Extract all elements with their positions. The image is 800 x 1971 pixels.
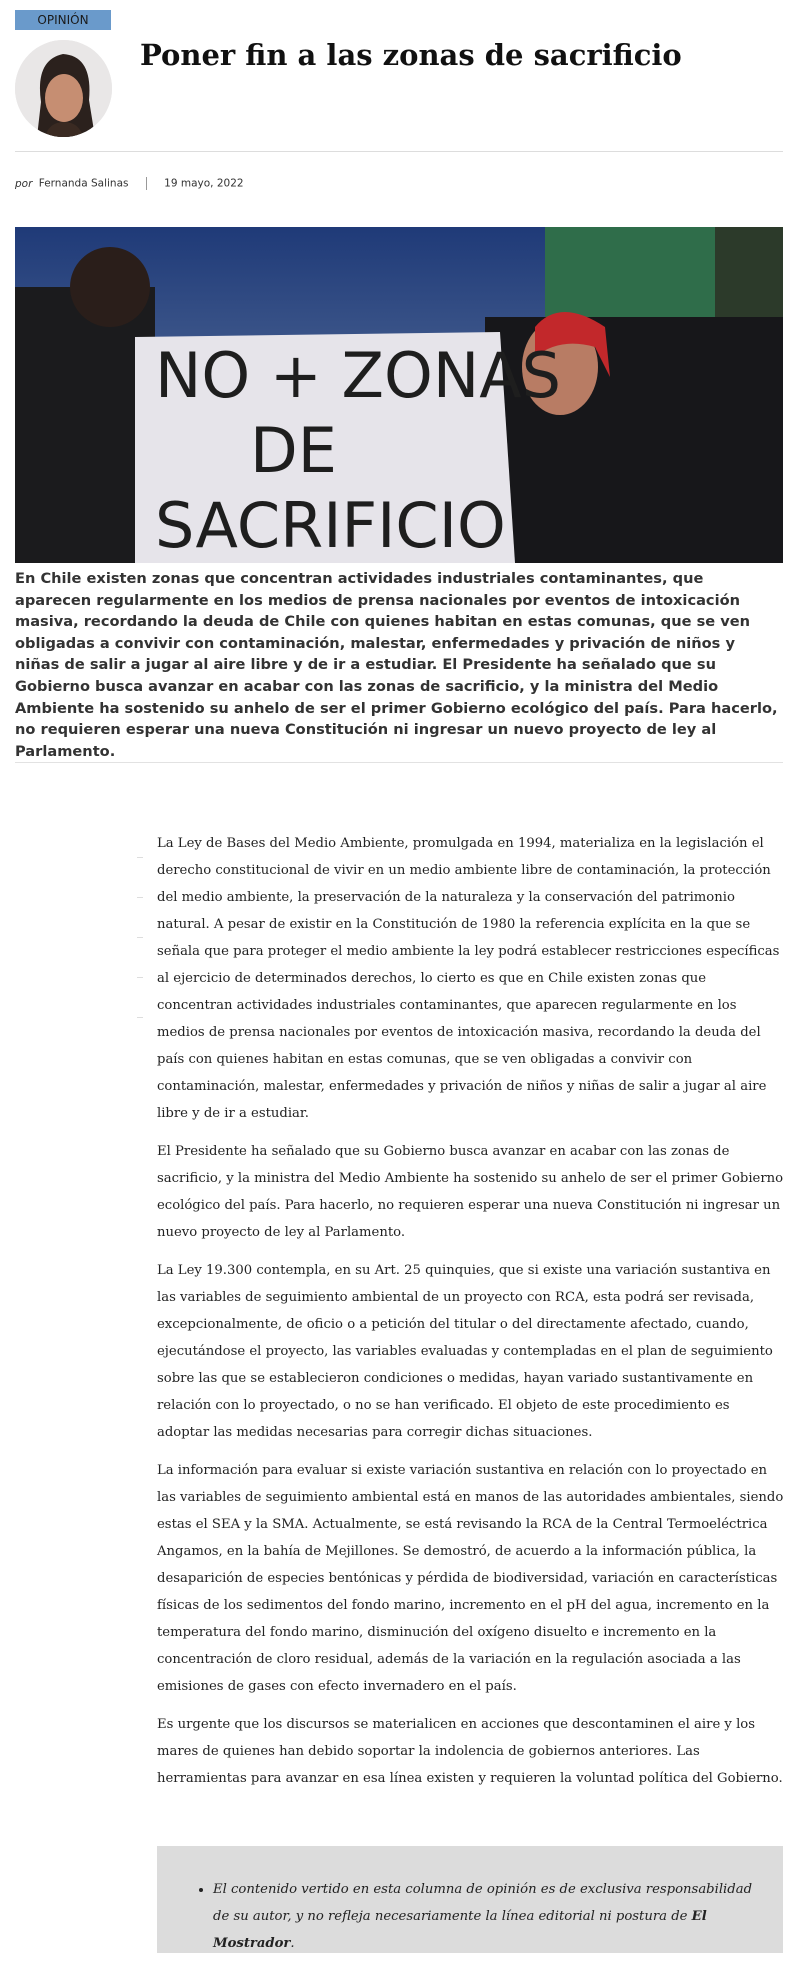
share-icon[interactable] <box>137 857 143 858</box>
section-tag[interactable]: OPINIÓN <box>15 10 111 30</box>
divider <box>15 762 783 763</box>
byline-prefix: por <box>15 177 33 190</box>
paragraph: La información para evaluar si existe variación sustantiva en relación con lo proyectado en las variables de seguimiento ambiental está en manos de las autoridades ambientales, siendo estas el SEA y la SMA. Actualmente, se está revisando la RCA de la Central Termoeléctrica Angamos, en la bahía de Mejillones. Se demostró, de acuerdo a la información pública, la desaparición de especies bentónicas y pérdida de biodiversidad, variación en características físicas de los sedimentos del fondo marino, incremento en el pH del agua, incremento en la temperatura del fondo marino, disminución del oxígeno disuelto e incremento en la concentración de cloro residual, además de la variación en la regulación asociada a las emisiones de gases con efecto invernadero en el país. <box>157 1463 784 1694</box>
share-icon[interactable] <box>137 937 143 938</box>
paragraph: El Presidente ha señalado que su Gobierno busca avanzar en acabar con las zonas de sacrificio, y la ministra del Medio Ambiente ha sostenido su anhelo de ser el primer Gobierno ecológico del país. Para hacerlo, no requieren esperar una nueva Constitución ni ingresar un nuevo proyecto de ley al Parlamento. <box>157 1144 784 1240</box>
article-title: Poner fin a las zonas de sacrificio <box>140 38 682 72</box>
paragraph: Es urgente que los discursos se materialicen en acciones que descontaminen el aire y los mares de quienes han debido soportar la indolencia de gobiernos anteriores. Las herramientas para avanzar en esa línea existen y requieren la voluntad política del Gobierno. <box>157 1717 783 1786</box>
brand-name: El Mostrador <box>213 1909 707 1951</box>
svg-text:DE: DE <box>250 414 337 487</box>
svg-text:NO + ZONAS: NO + ZONAS <box>155 339 561 412</box>
share-icon[interactable] <box>137 897 143 898</box>
paragraph: La Ley de Bases del Medio Ambiente, promulgada en 1994, materializa en la legislación el derecho constitucional de vivir en un medio ambiente libre de contaminación, la protección del medio ambiente, la preservación de la naturaleza y la conservación del patrimonio natural. A pesar de existir en la Constitución de 1980 la referencia explícita en la que se señala que para proteger el medio ambiente la ley podrá establecer restricciones específicas al ejercicio de determinados derechos, lo cierto es que en Chile existen zonas que concentran actividades industriales contaminantes, que aparecen regularmente en los medios de prensa nacionales por eventos de intoxicación masiva, recordando la deuda del país con quienes habitan en estas comunas, que se ven obligadas a convivir con contaminación, malestar, enfermedades y privación de niños y niñas de salir a jugar al aire libre y de ir a estudiar. <box>157 836 780 1121</box>
article-photo <box>15 227 783 563</box>
article-body <box>157 830 785 1803</box>
byline-separator <box>146 177 147 190</box>
svg-text:SACRIFICIO: SACRIFICIO <box>155 489 506 562</box>
byline <box>15 177 244 190</box>
share-icon[interactable] <box>137 977 143 978</box>
author-link[interactable]: Fernanda Salinas <box>38 177 129 190</box>
disclaimer-text: El contenido vertido en esta columna de opinión es de exclusiva responsabilidad de su autor, y no refleja necesariamente la línea editorial ni postura de <box>213 1882 753 1924</box>
disclaimer-end: . <box>290 1936 295 1951</box>
publish-date: 19 mayo, 2022 <box>164 177 244 190</box>
paragraph: La Ley 19.300 contempla, en su Art. 25 quinquies, que si existe una variación sustantiva en las variables de seguimiento ambiental de un proyecto con RCA, esta podrá ser revisada, excepcionalmente, de oficio o a petición del titular o del directamente afectado, cuando, ejecutándose el proyecto, las variables evaluadas y contempladas en el plan de seguimiento sobre las que se establecieron condiciones o medidas, hayan variado sustantivamente en relación con lo proyectado, o no se han verificado. El objeto de este procedimiento es adoptar las medidas necesarias para corregir dichas situaciones. <box>157 1263 773 1440</box>
article-lead: En Chile existen zonas que concentran actividades industriales contaminantes, que aparecen regularmente en los medios de prensa nacionales por eventos de intoxicación masiva, recordando la deuda de Chile con quienes habitan en estas comunas, que se ven obligadas a convivir con contaminación, malestar, enfermedades y privación de niños y niñas de salir a jugar al aire libre y de ir a estudiar. El Presidente ha señalado que su Gobierno busca avanzar en acabar con las zonas de sacrificio, y la ministra del Medio Ambiente ha sostenido su anhelo de ser el primer Gobierno ecológico del país. Para hacerlo, no requieren esperar una nueva Constitución ni ingresar un nuevo proyecto de ley al Parlamento. <box>15 570 778 760</box>
divider <box>15 151 783 152</box>
author-avatar <box>15 40 112 137</box>
disclaimer-item <box>213 1876 763 1957</box>
share-icon[interactable] <box>137 1017 143 1018</box>
disclaimer-box <box>157 1846 783 1953</box>
